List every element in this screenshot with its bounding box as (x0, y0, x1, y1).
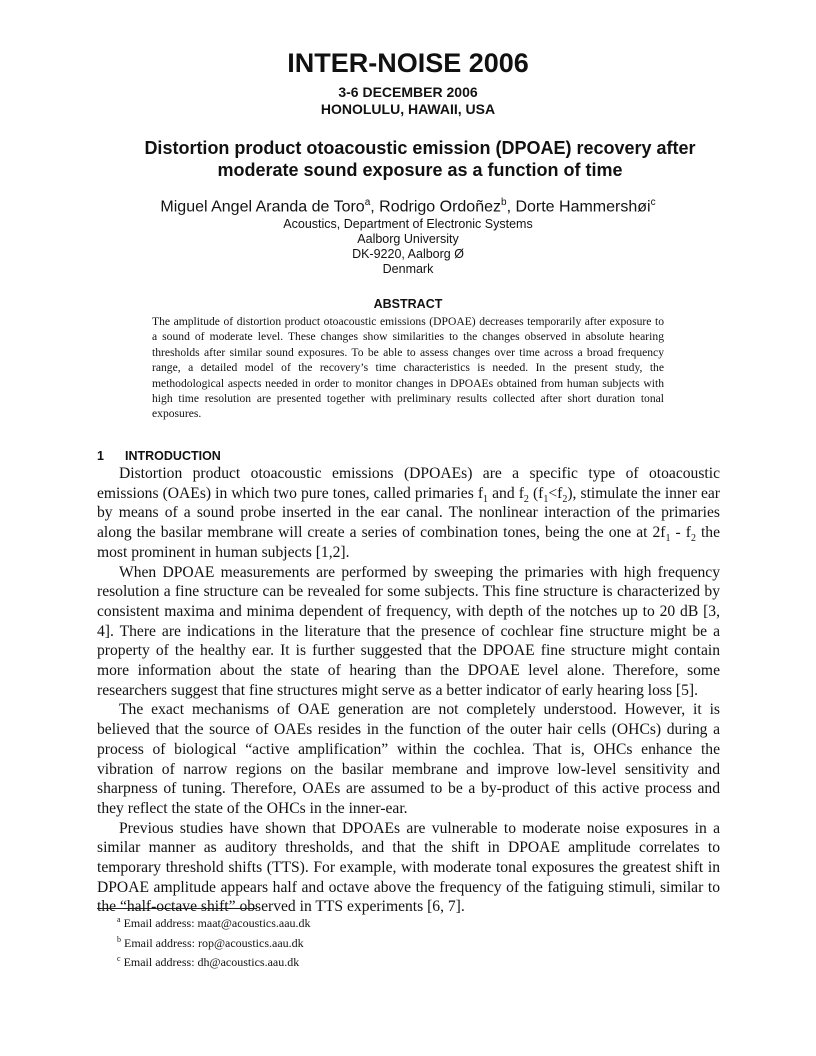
paragraph-text: - f (670, 524, 691, 542)
author-separator: , (506, 198, 516, 216)
subscript: 1 (543, 493, 549, 505)
conference-title: INTER-NOISE 2006 (287, 48, 529, 78)
subscript: 1 (483, 493, 489, 505)
paragraph-text: ), stimulate the inner ear by means of a sound probe inserted in the ear canal. The nonlinear interaction of the primaries along the basilar membrane will create a series of combination tones, being the one at 2f (97, 484, 720, 542)
author-list (0, 197, 816, 216)
author-2-mark: b (501, 197, 507, 208)
subscript: 2 (690, 533, 696, 545)
paragraph-text: <f (548, 484, 563, 502)
author-3: Dorte Hammershøi (515, 198, 651, 216)
footnote-mark: b (117, 934, 121, 944)
affiliation-line-4: Denmark (382, 262, 434, 276)
footnote-email: Email address: dh@acoustics.aau.dk (120, 955, 300, 969)
footnote-mark: a (117, 915, 121, 924)
author-1: Miguel Angel Aranda de Toro (160, 198, 365, 216)
paragraph-text: Distortion product otoacoustic emissions (DPOAEs) are a specific type of otoacoustic emissions (OAEs) in which two pure tones, called primaries f (97, 465, 720, 502)
subscript: 2 (523, 493, 529, 505)
paper-title-line-2: moderate sound exposure as a function of time (217, 160, 623, 180)
footnote-divider (97, 908, 257, 909)
paper-title (100, 137, 740, 181)
subscript: 2 (562, 493, 568, 505)
conference-place: HONOLULU, HAWAII, USA (320, 101, 496, 117)
author-2: Rodrigo Ordoñez (379, 198, 501, 216)
section-heading (97, 449, 221, 463)
abstract-heading: ABSTRACT (373, 297, 443, 311)
author-separator: , (370, 198, 380, 216)
paragraph-1 (97, 464, 720, 563)
section-number: 1 (97, 449, 104, 463)
paragraph-text: (f (528, 484, 544, 502)
paper-title-line-1: Distortion product otoacoustic emission (DPOAE) recovery after (144, 138, 696, 158)
affiliation (0, 217, 816, 277)
footnote (117, 912, 311, 932)
author-1-mark: a (364, 197, 371, 208)
footnote (117, 951, 311, 971)
footnotes (117, 912, 311, 971)
affiliation-line-1: Acoustics, Department of Electronic Systems (283, 217, 533, 231)
paragraph-2: When DPOAE measurements are performed by sweeping the primaries with high frequency resolution a fine structure can be revealed for some subjects. This fine structure is characterized by consistent maxima and minima dependent of frequency, with depth of the notches up to 20 dB [3, 4]. There are indications in the literature that the presence of cochlear fine structure might be a property of the healthy ear. It is further suggested that the DPOAE fine structure might contain more information about the state of hearing than the DPOAE level alone. Therefore, some researchers suggest that fine structures might serve as a better indicator of early hearing loss [5]. (97, 563, 720, 699)
section-body (97, 464, 720, 917)
author-3-mark: c (650, 197, 656, 208)
paragraph-text: the most prominent in human subjects [1,2]. (97, 524, 721, 561)
paragraph-text: and f (488, 484, 524, 502)
section-title: INTRODUCTION (125, 449, 221, 463)
paragraph-4: Previous studies have shown that DPOAEs are vulnerable to moderate noise exposures in a similar manner as auditory thresholds, and that the shift in DPOAE amplitude correlates to temporary threshold shifts (TTS). For example, with moderate tonal exposures the greatest shift in DPOAE amplitude appears half and octave above the frequency of the fatiguing stimuli, similar to the “half-octave shift” observed in TTS experiments [6, 7]. (97, 819, 720, 916)
footnote-email: Email address: maat@acoustics.aau.dk (120, 916, 311, 930)
subscript: 1 (665, 533, 671, 545)
affiliation-line-3: DK-9220, Aalborg Ø (352, 247, 464, 261)
paragraph-3: The exact mechanisms of OAE generation are not completely understood. However, it is believed that the source of OAEs resides in the function of the outer hair cells (OHCs) during a process of biological “active amplification” within the cochlea. That is, OHCs enhance the vibration of narrow regions on the basilar membrane and improve low-level sensitivity and sharpness of tuning. Therefore, OAEs are assumed to be a by-product of this active process and they reflect the state of the OHCs in the inner-ear. (97, 701, 720, 817)
footnote-mark: c (117, 954, 121, 963)
affiliation-line-2: Aalborg University (357, 232, 459, 246)
footnote-email: Email address: rop@acoustics.aau.dk (121, 935, 304, 950)
conference-date: 3-6 DECEMBER 2006 (338, 84, 478, 100)
footnote (117, 932, 311, 952)
abstract-text: The amplitude of distortion product otoacoustic emissions (DPOAE) decreases temporarily after exposure to a sound of moderate level. These changes show similarities to the changes observed in absolute hearing thresholds after similar sound exposures. To be able to assess changes over time across a broad frequency range, a detailed model of the recovery’s time characteristics is needed. In the present study, the methodological aspects needed in order to monitor changes in DPOAEs obtained from human subjects with high time resolution are presented together with preliminary results collected after short duration tonal exposures. (152, 315, 664, 421)
